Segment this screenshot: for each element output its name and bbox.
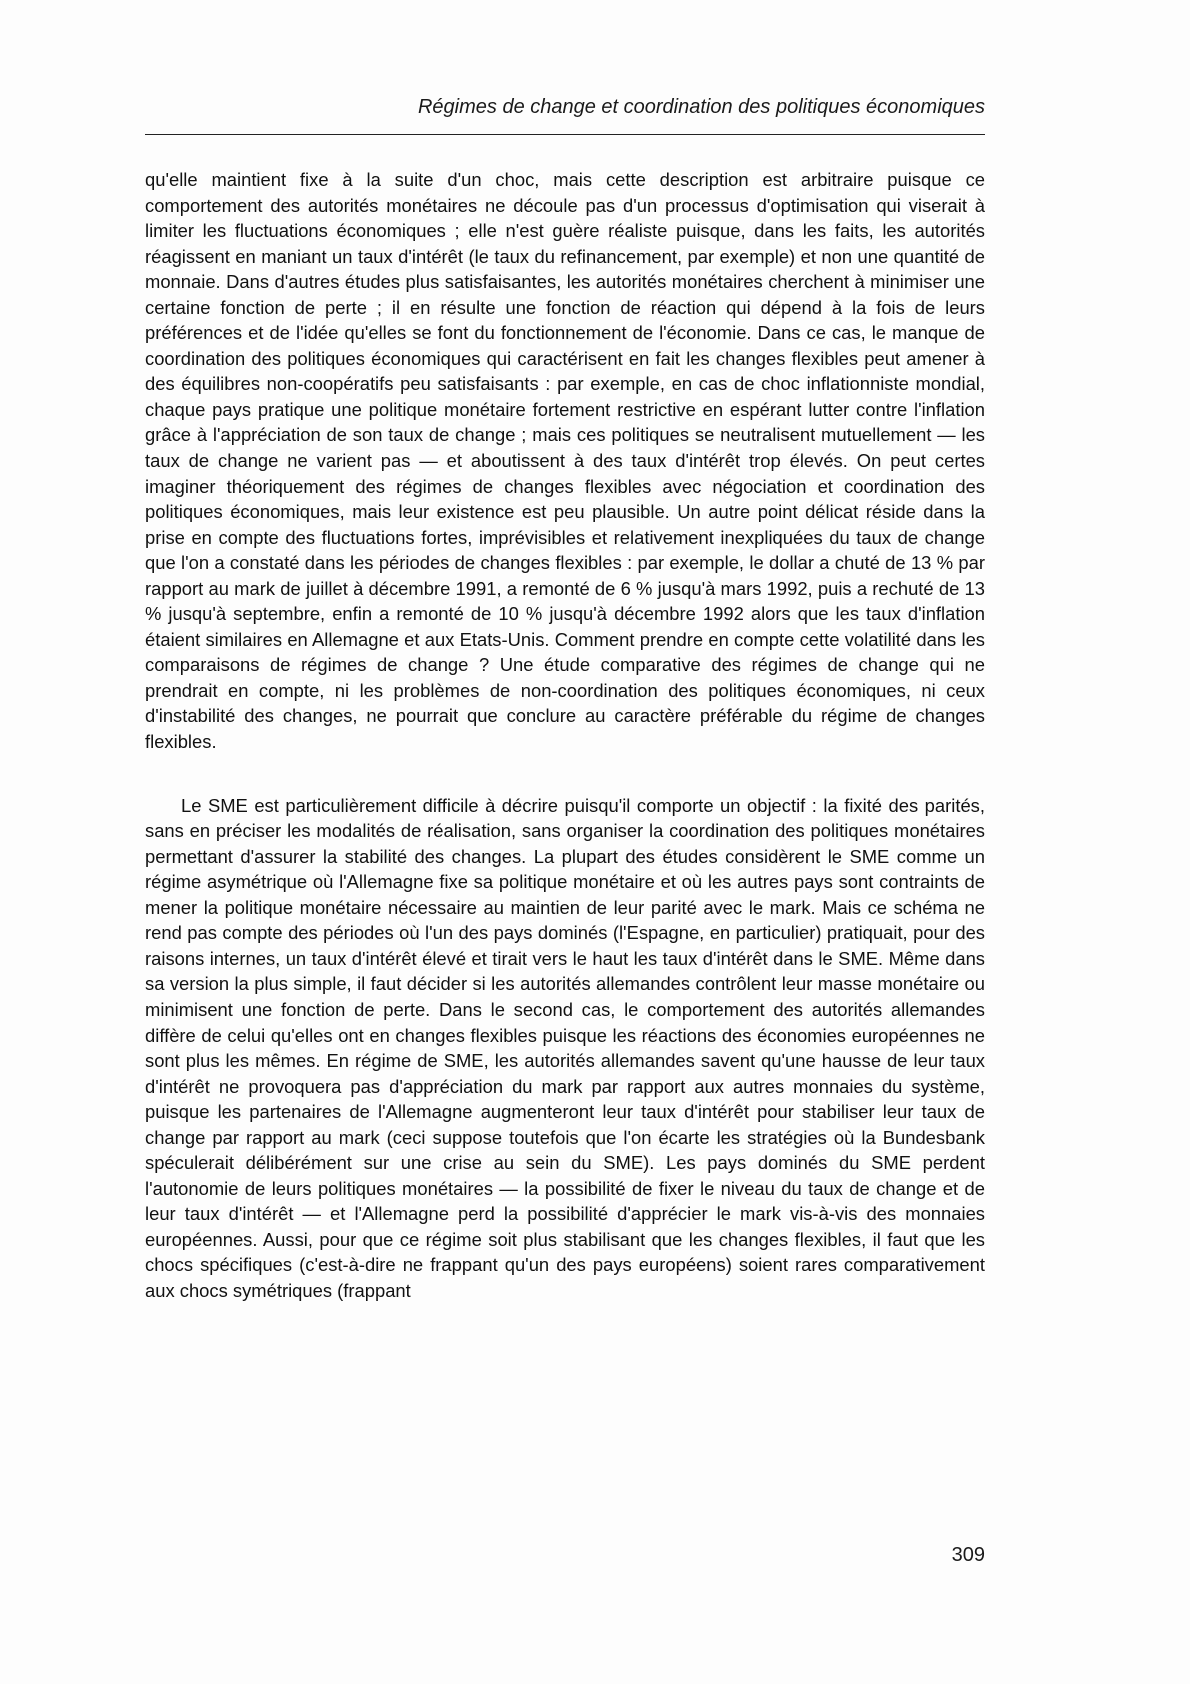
- running-header: Régimes de change et coordination des politiques économiques: [417, 96, 985, 118]
- paragraph: qu'elle maintient fixe à la suite d'un choc, mais cette description est arbitraire puisque ce comportement des autorités monétaires ne découle pas d'un processus d'optimisation qui viserait à limiter les fluctuations économiques ; elle n'est guère réaliste puisque, dans les faits, les autorités réagissent en maniant un taux d'intérêt (le taux du refinancement, par exemple) et non une quantité de monnaie. Dans d'autres études plus satisfaisantes, les autorités monétaires cherchent à minimiser une certaine fonction de perte ; il en résulte une fonction de réaction qui dépend à la fois de leurs préférences et de l'idée qu'elles se font du fonctionnement de l'économie. Dans ce cas, le manque de coordination des politiques économiques qui caractérisent en fait les changes flexibles peut amener à des équilibres non-coopératifs peu satisfaisants : par exemple, en cas de choc inflationniste mondial, chaque pays pratique une politique monétaire fortement restrictive en espérant lutter contre l'inflation grâce à l'appréciation de son taux de change ; mais ces politiques se neutralisent mutuellement — les taux de change ne varient pas — et aboutissent à des taux d'intérêt trop élevés. On peut certes imaginer théoriquement des régimes de changes flexibles avec négociation et coordination des politiques économiques, mais leur existence est peu plausible. Un autre point délicat réside dans la prise en compte des fluctuations fortes, imprévisibles et relativement inexpliquées du taux de change que l'on a constaté dans les périodes de changes flexibles : par exemple, le dollar a chuté de 13 % par rapport au mark de juillet à décembre 1991, a remonté de 6 % jusqu'à mars 1992, puis a rechuté de 13 % jusqu'à septembre, enfin a remonté de 10 % jusqu'à décembre 1992 alors que les taux d'inflation étaient similaires en Allemagne et aux Etats-Unis. Comment prendre en compte cette volatilité dans les comparaisons de régimes de change ? Une étude comparative des régimes de change qui ne prendrait en compte, ni les problèmes de non-coordination des politiques économiques, ni ceux d'instabilité des changes, ne pourrait que conclure au caractère préférable du régime de changes flexibles.: [145, 169, 985, 753]
- paragraph: Le SME est particulièrement difficile à décrire puisqu'il comporte un objectif : la fixité des parités, sans en préciser les modalités de réalisation, sans organiser la coordination des politiques monétaires permettant d'assurer la stabilité des changes. La plupart des études considèrent le SME comme un régime asymétrique où l'Allemagne fixe sa politique monétaire et où les autres pays sont contraints de mener la politique monétaire nécessaire au maintien de leur parité avec le mark. Mais ce schéma ne rend pas compte des périodes où l'un des pays dominés (l'Espagne, en particulier) pratiquait, pour des raisons internes, un taux d'intérêt élevé et tirait vers le haut les taux d'intérêt dans le SME. Même dans sa version la plus simple, il faut décider si les autorités allemandes contrôlent leur masse monétaire ou minimisent une fonction de perte. Dans le second cas, le comportement des autorités allemandes diffère de celui qu'elles ont en changes flexibles puisque les réactions des économies européennes ne sont plus les mêmes. En régime de SME, les autorités allemandes savent qu'une hausse de leur taux d'intérêt ne provoquera pas d'appréciation du mark par rapport aux autres monnaies du système, puisque les partenaires de l'Allemagne augmenteront leur taux d'intérêt pour stabiliser leur taux de change par rapport au mark (ceci suppose toutefois que l'on écarte les stratégies où la Bundesbank spéculerait délibérément sur une crise au sein du SME). Les pays dominés du SME perdent l'autonomie de leurs politiques monétaires — la possibilité de fixer le niveau du taux de change et de leur taux d'intérêt — et l'Allemagne perd la possibilité d'apprécier le mark vis-à-vis des monnaies européennes. Aussi, pour que ce régime soit plus stabilisant que les changes flexibles, il faut que les chocs spécifiques (c'est-à-dire ne frappant qu'un des pays européens) soient rares comparativement aux chocs symétriques (frappant: [145, 794, 985, 1301]
- header-rule: [145, 134, 985, 135]
- page-number: 309: [951, 1544, 985, 1566]
- body-text: [145, 167, 985, 1304]
